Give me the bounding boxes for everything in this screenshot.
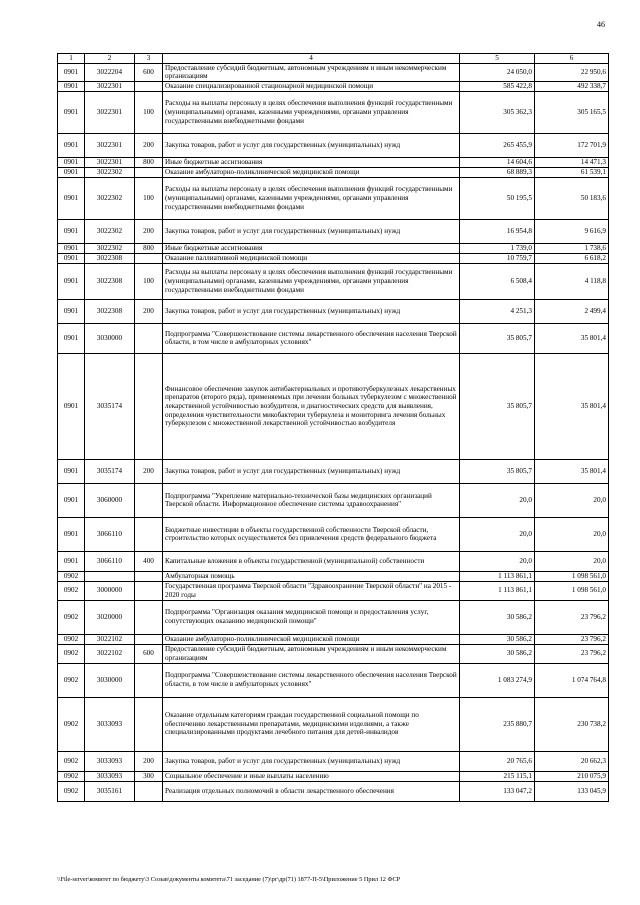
plan-cell: 4 251,3 bbox=[460, 299, 535, 323]
actual-cell: 9 616,9 bbox=[535, 219, 609, 243]
actual-cell: 61 539,1 bbox=[535, 167, 609, 177]
description-cell: Бюджетные инвестиции в объекты государственной собственности Тверской области, строительство которых осуществляется без привлечения средств федерального бюджета bbox=[163, 517, 460, 551]
expense-cell bbox=[135, 323, 163, 353]
actual-cell: 1 074 764,8 bbox=[535, 663, 609, 697]
expense-cell bbox=[135, 483, 163, 517]
expense-cell: 400 bbox=[135, 551, 163, 571]
table-row bbox=[58, 157, 609, 167]
plan-cell: 265 455,9 bbox=[460, 133, 535, 157]
table-row bbox=[58, 663, 609, 697]
description-cell: Оказание отдельным категориям граждан государственной социальной помощи по обеспечению лекарственными препаратами, медицинскими изделиями, а также специализированными продуктами лечебного питания для детей-инвалидов bbox=[163, 697, 460, 751]
table-row bbox=[58, 299, 609, 323]
actual-cell: 305 165,5 bbox=[535, 91, 609, 133]
code-cell: 0901 bbox=[58, 91, 85, 133]
actual-cell: 210 075,9 bbox=[535, 771, 609, 781]
plan-cell: 6 508,4 bbox=[460, 263, 535, 299]
budget-table bbox=[57, 53, 609, 802]
page-number: 46 bbox=[597, 20, 605, 29]
plan-cell: 215 115,1 bbox=[460, 771, 535, 781]
actual-cell: 20,0 bbox=[535, 483, 609, 517]
plan-cell: 30 586,2 bbox=[460, 600, 535, 634]
description-cell: Расходы на выплаты персоналу в целях обеспечения выполнения функций государственными (муниципальными) органами, казенными учреждениями, органами управления государственными внебюджетными фондами bbox=[163, 263, 460, 299]
header-cell: 1 bbox=[58, 54, 85, 64]
header-cell: 4 bbox=[163, 54, 460, 64]
header-cell: 5 bbox=[460, 54, 535, 64]
code-cell: 0901 bbox=[58, 219, 85, 243]
table-row bbox=[58, 771, 609, 781]
code-cell: 0901 bbox=[58, 323, 85, 353]
expense-cell: 600 bbox=[135, 63, 163, 81]
description-cell: Оказание амбулаторно-поликлинической медицинской помощи bbox=[163, 634, 460, 644]
actual-cell: 230 738,2 bbox=[535, 697, 609, 751]
table-row bbox=[58, 81, 609, 91]
code-cell: 0901 bbox=[58, 517, 85, 551]
plan-cell: 20,0 bbox=[460, 551, 535, 571]
expense-cell: 200 bbox=[135, 299, 163, 323]
target-cell: 3022308 bbox=[85, 299, 135, 323]
table-row bbox=[58, 751, 609, 771]
target-cell: 3022301 bbox=[85, 133, 135, 157]
table-row bbox=[58, 177, 609, 219]
expense-cell: 300 bbox=[135, 771, 163, 781]
plan-cell: 20,0 bbox=[460, 517, 535, 551]
table-row bbox=[58, 243, 609, 253]
plan-cell: 1 739,0 bbox=[460, 243, 535, 253]
target-cell: 3033093 bbox=[85, 771, 135, 781]
actual-cell: 20,0 bbox=[535, 517, 609, 551]
target-cell: 3035174 bbox=[85, 459, 135, 483]
header-cell: 6 bbox=[535, 54, 609, 64]
code-cell: 0901 bbox=[58, 551, 85, 571]
plan-cell: 585 422,8 bbox=[460, 81, 535, 91]
table-row bbox=[58, 91, 609, 133]
expense-cell: 200 bbox=[135, 751, 163, 771]
target-cell: 3035174 bbox=[85, 353, 135, 459]
target-cell: 3035161 bbox=[85, 781, 135, 801]
table-row bbox=[58, 459, 609, 483]
table-row bbox=[58, 600, 609, 634]
actual-cell: 172 701,9 bbox=[535, 133, 609, 157]
plan-cell: 235 880,7 bbox=[460, 697, 535, 751]
table-row bbox=[58, 581, 609, 600]
expense-cell bbox=[135, 167, 163, 177]
table-row bbox=[58, 253, 609, 263]
header-cell: 3 bbox=[135, 54, 163, 64]
description-cell: Оказание специализированной стационарной медицинской помощи bbox=[163, 81, 460, 91]
target-cell: 3022308 bbox=[85, 253, 135, 263]
expense-cell bbox=[135, 253, 163, 263]
code-cell: 0902 bbox=[58, 571, 85, 581]
code-cell: 0901 bbox=[58, 253, 85, 263]
target-cell: 3066110 bbox=[85, 517, 135, 551]
expense-cell bbox=[135, 634, 163, 644]
actual-cell: 6 618,2 bbox=[535, 253, 609, 263]
description-cell: Иные бюджетные ассигнования bbox=[163, 157, 460, 167]
expense-cell bbox=[135, 517, 163, 551]
description-cell: Подпрограмма "Совершенствование системы лекарственного обеспечения населения Тверской области, в том числе в амбулаторных условиях" bbox=[163, 663, 460, 697]
table-row bbox=[58, 63, 609, 81]
code-cell: 0901 bbox=[58, 243, 85, 253]
plan-cell: 35 805,7 bbox=[460, 353, 535, 459]
description-cell: Расходы на выплаты персоналу в целях обеспечения выполнения функций государственными (муниципальными) органами, казенными учреждениями, органами управления государственными внебюджетными фондами bbox=[163, 91, 460, 133]
code-cell: 0901 bbox=[58, 299, 85, 323]
actual-cell: 1 098 561,0 bbox=[535, 581, 609, 600]
description-cell: Подпрограмма "Совершенствование системы лекарственного обеспечения населения Тверской области, в том числе в амбулаторных условиях" bbox=[163, 323, 460, 353]
table-row bbox=[58, 133, 609, 157]
expense-cell: 600 bbox=[135, 644, 163, 663]
description-cell: Социальное обеспечение и иные выплаты населению bbox=[163, 771, 460, 781]
actual-cell: 1 738,6 bbox=[535, 243, 609, 253]
target-cell: 3022301 bbox=[85, 81, 135, 91]
expense-cell: 100 bbox=[135, 91, 163, 133]
target-cell: 3022301 bbox=[85, 157, 135, 167]
description-cell: Иные бюджетные ассигнования bbox=[163, 243, 460, 253]
target-cell: 3022204 bbox=[85, 63, 135, 81]
code-cell: 0902 bbox=[58, 751, 85, 771]
expense-cell: 800 bbox=[135, 157, 163, 167]
code-cell: 0901 bbox=[58, 483, 85, 517]
expense-cell: 100 bbox=[135, 263, 163, 299]
target-cell: 3030000 bbox=[85, 663, 135, 697]
expense-cell bbox=[135, 781, 163, 801]
description-cell: Закупка товаров, работ и услуг для государственных (муниципальных) нужд bbox=[163, 751, 460, 771]
code-cell: 0902 bbox=[58, 600, 85, 634]
target-cell: 3022302 bbox=[85, 219, 135, 243]
actual-cell: 4 118,8 bbox=[535, 263, 609, 299]
code-cell: 0901 bbox=[58, 167, 85, 177]
plan-cell: 50 195,5 bbox=[460, 177, 535, 219]
actual-cell: 20 662,3 bbox=[535, 751, 609, 771]
table-row bbox=[58, 697, 609, 751]
target-cell: 3022302 bbox=[85, 167, 135, 177]
description-cell: Расходы на выплаты персоналу в целях обеспечения выполнения функций государственными (муниципальными) органами, казенными учреждениями, органами управления государственными внебюджетными фондами bbox=[163, 177, 460, 219]
target-cell: 3022102 bbox=[85, 644, 135, 663]
description-cell: Закупка товаров, работ и услуг для государственных (муниципальных) нужд bbox=[163, 299, 460, 323]
table-row bbox=[58, 167, 609, 177]
actual-cell: 133 045,9 bbox=[535, 781, 609, 801]
description-cell: Оказание амбулаторно-поликлинической медицинской помощи bbox=[163, 167, 460, 177]
plan-cell: 1 113 861,1 bbox=[460, 571, 535, 581]
target-cell: 3022308 bbox=[85, 263, 135, 299]
expense-cell: 200 bbox=[135, 219, 163, 243]
plan-cell: 133 047,2 bbox=[460, 781, 535, 801]
expense-cell bbox=[135, 81, 163, 91]
description-cell: Оказание паллиативной медицинской помощи bbox=[163, 253, 460, 263]
expense-cell bbox=[135, 571, 163, 581]
description-cell: Финансовое обеспечение закупок антибактериальных и противотуберкулезных лекарственных препаратов (второго ряда), применяемых при лечении больных туберкулезом с множественной лекарственной устойчивостью возбудителя, и диагностических средств для выявления, определения чувствительности микобактерии туберкулеза и мониторинга лечения больных туберкулезом с множественной лекарственной устойчивостью возбудителя bbox=[163, 353, 460, 459]
table-row bbox=[58, 551, 609, 571]
actual-cell: 492 338,7 bbox=[535, 81, 609, 91]
description-cell: Капитальные вложения в объекты государственной (муниципальной) собственности bbox=[163, 551, 460, 571]
plan-cell: 1 083 274,9 bbox=[460, 663, 535, 697]
code-cell: 0901 bbox=[58, 263, 85, 299]
target-cell bbox=[85, 571, 135, 581]
actual-cell: 23 796,2 bbox=[535, 644, 609, 663]
table-row bbox=[58, 644, 609, 663]
code-cell: 0902 bbox=[58, 634, 85, 644]
table-row bbox=[58, 219, 609, 243]
expense-cell: 800 bbox=[135, 243, 163, 253]
table-row bbox=[58, 517, 609, 551]
expense-cell: 200 bbox=[135, 459, 163, 483]
table-row bbox=[58, 634, 609, 644]
actual-cell: 22 950,6 bbox=[535, 63, 609, 81]
code-cell: 0901 bbox=[58, 353, 85, 459]
actual-cell: 20,0 bbox=[535, 551, 609, 571]
description-cell: Закупка товаров, работ и услуг для государственных (муниципальных) нужд bbox=[163, 459, 460, 483]
description-cell: Закупка товаров, работ и услуг для государственных (муниципальных) нужд bbox=[163, 219, 460, 243]
target-cell: 3033093 bbox=[85, 697, 135, 751]
plan-cell: 16 954,8 bbox=[460, 219, 535, 243]
target-cell: 3022302 bbox=[85, 177, 135, 219]
target-cell: 3066110 bbox=[85, 551, 135, 571]
table-row bbox=[58, 483, 609, 517]
actual-cell: 23 796,2 bbox=[535, 634, 609, 644]
description-cell: Амбулаторная помощь bbox=[163, 571, 460, 581]
actual-cell: 23 796,2 bbox=[535, 600, 609, 634]
code-cell: 0902 bbox=[58, 644, 85, 663]
description-cell: Предоставление субсидий бюджетным, автономным учреждениям и иным некоммерческим организациям bbox=[163, 644, 460, 663]
actual-cell: 35 801,4 bbox=[535, 459, 609, 483]
plan-cell: 20,0 bbox=[460, 483, 535, 517]
plan-cell: 1 113 861,1 bbox=[460, 581, 535, 600]
target-cell: 3022301 bbox=[85, 91, 135, 133]
code-cell: 0902 bbox=[58, 581, 85, 600]
code-cell: 0901 bbox=[58, 63, 85, 81]
file-path-footer: \\File-server\комитет по бюджету\3 Созыв\документы комитета\71 заседание (7)\рг\др(71) 1877-П-5\Приложение 5 Прил 12 ФСР bbox=[57, 876, 401, 883]
code-cell: 0901 bbox=[58, 81, 85, 91]
table-row bbox=[58, 263, 609, 299]
target-cell: 3033093 bbox=[85, 751, 135, 771]
expense-cell bbox=[135, 663, 163, 697]
target-cell: 3022302 bbox=[85, 243, 135, 253]
table-row bbox=[58, 353, 609, 459]
code-cell: 0901 bbox=[58, 177, 85, 219]
actual-cell: 14 471,3 bbox=[535, 157, 609, 167]
code-cell: 0902 bbox=[58, 781, 85, 801]
code-cell: 0901 bbox=[58, 133, 85, 157]
plan-cell: 35 805,7 bbox=[460, 459, 535, 483]
header-row bbox=[58, 54, 609, 64]
plan-cell: 20 765,6 bbox=[460, 751, 535, 771]
plan-cell: 30 586,2 bbox=[460, 644, 535, 663]
expense-cell: 100 bbox=[135, 177, 163, 219]
expense-cell bbox=[135, 600, 163, 634]
expense-cell bbox=[135, 581, 163, 600]
code-cell: 0901 bbox=[58, 459, 85, 483]
plan-cell: 35 805,7 bbox=[460, 323, 535, 353]
description-cell: Государственная программа Тверской области "Здравоохранение Тверской области" на 2015 - 2020 годы bbox=[163, 581, 460, 600]
code-cell: 0902 bbox=[58, 663, 85, 697]
actual-cell: 50 183,6 bbox=[535, 177, 609, 219]
plan-cell: 68 889,3 bbox=[460, 167, 535, 177]
table-row bbox=[58, 323, 609, 353]
plan-cell: 10 759,7 bbox=[460, 253, 535, 263]
plan-cell: 305 362,3 bbox=[460, 91, 535, 133]
expense-cell: 200 bbox=[135, 133, 163, 157]
plan-cell: 14 604,6 bbox=[460, 157, 535, 167]
plan-cell: 24 050,0 bbox=[460, 63, 535, 81]
code-cell: 0902 bbox=[58, 771, 85, 781]
code-cell: 0902 bbox=[58, 697, 85, 751]
target-cell: 3030000 bbox=[85, 323, 135, 353]
description-cell: Закупка товаров, работ и услуг для государственных (муниципальных) нужд bbox=[163, 133, 460, 157]
actual-cell: 1 098 561,0 bbox=[535, 571, 609, 581]
actual-cell: 2 499,4 bbox=[535, 299, 609, 323]
expense-cell bbox=[135, 697, 163, 751]
target-cell: 3020000 bbox=[85, 600, 135, 634]
table-row bbox=[58, 781, 609, 801]
table-row bbox=[58, 571, 609, 581]
description-cell: Предоставление субсидий бюджетным, автономным учреждениям и иным некоммерческим организациям bbox=[163, 63, 460, 81]
code-cell: 0901 bbox=[58, 157, 85, 167]
description-cell: Подпрограмма "Организация оказания медицинской помощи и предоставления услуг, сопутствующих оказанию медицинской помощи" bbox=[163, 600, 460, 634]
description-cell: Реализация отдельных полномочий в области лекарственного обеспечения bbox=[163, 781, 460, 801]
target-cell: 3000000 bbox=[85, 581, 135, 600]
actual-cell: 35 801,4 bbox=[535, 323, 609, 353]
target-cell: 3022102 bbox=[85, 634, 135, 644]
actual-cell: 35 801,4 bbox=[535, 353, 609, 459]
plan-cell: 30 586,2 bbox=[460, 634, 535, 644]
expense-cell bbox=[135, 353, 163, 459]
header-cell: 2 bbox=[85, 54, 135, 64]
description-cell: Подпрограмма "Укрепление материально-технической базы медицинских организаций Тверской области. Информационное обеспечение системы здравоохранения" bbox=[163, 483, 460, 517]
target-cell: 3060000 bbox=[85, 483, 135, 517]
